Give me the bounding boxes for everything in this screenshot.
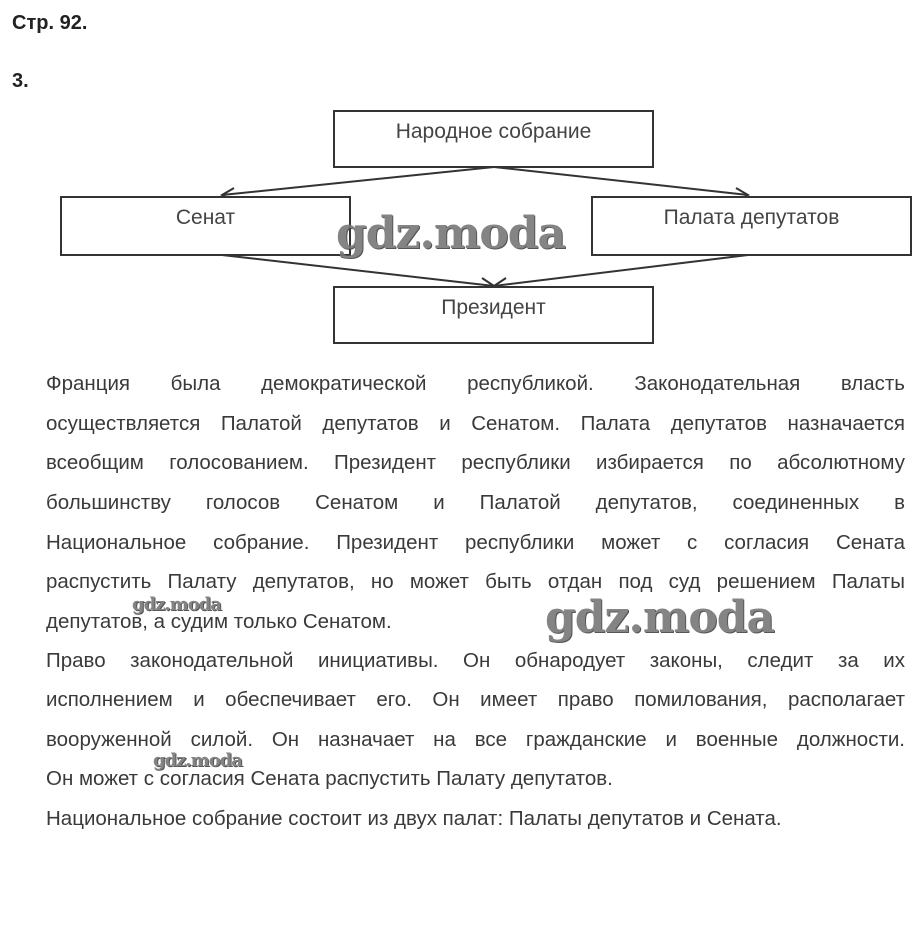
box-label: Народное собрание (395, 120, 592, 143)
text-line: Национальное собрание состоит из двух палат: Палаты депутатов и Сената. (46, 807, 782, 830)
text-line: всеобщим голосованием. Президент республики избирается по абсолютному (46, 451, 905, 474)
text-line: осуществляется Палатой депутатов и Сенатом. Палата депутатов назначается (46, 412, 905, 435)
box-senate (60, 196, 351, 256)
watermark: gdz.moda (336, 208, 566, 259)
text-line: депутатов, а судим только Сенатом. (46, 610, 392, 633)
arrow-to-senate (222, 167, 494, 195)
watermark: gdz.moda (153, 750, 242, 771)
box-label: Сенат (175, 206, 236, 229)
box-national-assembly (333, 110, 654, 168)
box-chamber-of-deputies (591, 196, 912, 256)
text-line: вооруженной силой. Он назначает на все гражданские и военные должности. (46, 728, 905, 751)
box-label: Президент (441, 296, 546, 319)
text-line: исполнением и обеспечивает его. Он имеет право помилования, располагает (46, 688, 905, 711)
text-line: Национальное собрание. Президент республики может с согласия Сената (46, 531, 905, 554)
watermark: gdz.moda (545, 592, 775, 643)
arrow-senate-to-president (222, 255, 494, 286)
box-president (333, 286, 654, 344)
text-line: Право законодательной инициативы. Он обнародует законы, следит за их (46, 649, 905, 672)
arrow-chamber-to-president (494, 255, 748, 286)
text-line: Он может с согласия Сената распустить Палату депутатов. (46, 767, 613, 790)
text-line: большинству голосов Сенатом и Палатой депутатов, соединенных в (46, 491, 905, 514)
watermark: gdz.moda (132, 594, 221, 615)
page-number: Стр. 92. (12, 12, 88, 34)
box-label: Палата депутатов (663, 206, 840, 229)
arrow-to-chamber (494, 167, 748, 195)
text-line: распустить Палату депутатов, но может быть отдан под суд решением Палаты (46, 570, 905, 593)
task-number: 3. (12, 70, 29, 92)
text-line: Франция была демократической республикой. Законодательная власть (46, 372, 905, 395)
